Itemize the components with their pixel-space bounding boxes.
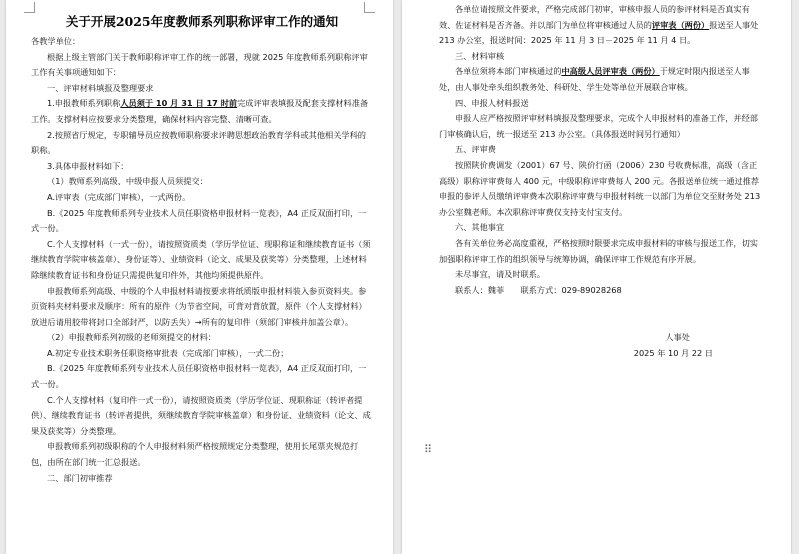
paragraph — [31, 34, 373, 50]
paragraph — [439, 64, 765, 95]
paragraph — [439, 267, 765, 283]
paragraph — [31, 81, 373, 97]
text-run: 二、部门初审推荐 — [47, 472, 113, 483]
text-run: 中高级人员评审表（两份） — [561, 66, 660, 77]
text-run: 申报人应严格按照评审材料填报及整理要求，完成个人申报材料的准备工作，并经部门审核确认后，统一报送至 213 办公室。（具体报送时间另行通知） — [439, 113, 758, 139]
text-run: C.个人支撑材料（一式一份），请按照资质类（学历学位证、现职称证和继续教育证书（须继续教育学院审核盖章）、身份证等）、业绩资料（论文、成果及获奖等）分类整理，上述材料除继续教育证书和身份证只需提供复印件外，其他均须提供原件。 — [31, 238, 371, 280]
paragraph — [31, 237, 373, 284]
page-left-body — [31, 34, 373, 486]
text-run: 评审表（两份） — [651, 19, 710, 30]
text-run: （1）教师系列高级、中级申报人员须提交： — [47, 176, 208, 187]
text-run: A.评审表（完成部门审核），一式两份。 — [47, 191, 191, 202]
signature-date: 2025 年 10 月 22 日 — [633, 347, 713, 358]
text-run: B.《2025 年度教师系列专业技术人员任职资格申报材料一览表》，A4 正反双面打印，一式一份。 — [31, 363, 367, 390]
paragraph — [439, 236, 765, 267]
paragraph — [439, 158, 765, 220]
document-page-left[interactable] — [6, 0, 393, 554]
paragraph — [439, 49, 765, 65]
text-run: 各教学单位： — [31, 36, 81, 46]
document-page-right[interactable] — [402, 0, 791, 554]
text-run: 按照陕价费调发（2001）67 号、陕价行函（2006）230 号收费标准，高级（含正高级）职称评审费每人 400 元，中级职称评审费每人 200 元。各报送单位统一通过推荐申报的参评人员缴纳评审费本次职称评审费与申报材料统一以部门为单位交至财务处 213 办公室魏老师。本次职称评审费仅支持支付宝支付。 — [439, 159, 761, 217]
text-run: 2.按照省厅规定，专职辅导员应按教师职称要求评聘思想政治教育学科或其他相关学科的职称。 — [31, 129, 366, 156]
text-run: 未尽事宜，请及时联系。 — [455, 269, 546, 280]
text-run: 1.申报教师系列职称 — [47, 98, 121, 109]
paragraph — [439, 142, 765, 158]
paragraph — [31, 284, 373, 331]
paragraph — [31, 346, 373, 362]
document-title: 关于开展2025年度教师系列职称评审工作的通知 — [65, 14, 339, 29]
paragraph — [439, 111, 765, 142]
paragraph — [31, 206, 373, 237]
text-run: 三、材料审核 — [455, 50, 505, 61]
paragraph — [31, 174, 373, 190]
text-run: 各单位请按照文件要求，严格完成部门初审，审核申报人员的参评材料是否真实有效、佐证材料是否齐备。并以部门为单位将审核通过人员的 — [439, 4, 750, 30]
paragraph — [31, 159, 373, 175]
text-run: 六、其他事宜 — [455, 222, 505, 233]
paragraph — [439, 96, 765, 112]
paragraph — [439, 220, 765, 236]
text-run: 联系人：魏菲 联系方式：029-89028268 — [455, 284, 622, 295]
text-run: 申报教师系列初级职称的个人申报材料须严格按照规定分类整理，使用长尾票夹规范打包，由所在部门统一汇总报送。 — [31, 441, 359, 468]
text-run: 申报教师系列高级、中级的个人申报材料请按要求将纸质版申报材料装入参页资料夹。参页资料夹材料要求及顺序：所有的原件（为节省空间，可背对背放置，原件（个人支撑材料）放进后请用胶带将封口全部封严，以防丢失）→所有的复印件（须部门审核并加盖公章）。 — [31, 285, 367, 327]
text-run: 五、评审费 — [455, 144, 496, 155]
text-run: B.《2025 年度教师系列专业技术人员任职资格申报材料一览表》，A4 正反双面打印，一式一份。 — [31, 207, 367, 234]
paragraph — [31, 190, 373, 206]
paragraph — [439, 2, 765, 49]
text-run: 一、评审材料填报及整理要求 — [47, 82, 154, 93]
paragraph — [31, 439, 373, 470]
text-run: 四、申报人材料报送 — [455, 97, 529, 108]
paragraph — [31, 96, 373, 127]
text-run: A.初定专业技术职务任职资格审批表（完成部门审核），一式二份； — [47, 347, 289, 358]
text-run: 人员须于 10 月 31 日 17 时前 — [120, 98, 238, 109]
paragraph — [439, 283, 765, 299]
page-right-body — [439, 2, 765, 298]
paragraph — [31, 393, 373, 440]
paragraph — [31, 361, 373, 392]
text-run: 报送至人事处 213 办公室，报送时间：2025 年 11 月 3 日－2025 年 11 月 4 日。 — [439, 19, 759, 46]
drag-handle-icon[interactable]: ⠿ — [424, 443, 433, 456]
signature-organization: 人事处 — [665, 332, 690, 343]
text-run: 3.具体申报材料如下： — [47, 160, 129, 171]
text-run: 于规定时限内报送至人事处，由人事处牵头组织教务处、科研处、学生处等单位开展联合审核。 — [439, 66, 750, 92]
paragraph — [31, 471, 373, 487]
text-run: 根据上级主管部门关于教师职称评审工作的统一部署，现就 2025 年度教师系列职称评审工作有关事项通知如下： — [31, 51, 368, 78]
page-right-content — [402, 2, 791, 361]
text-run: 完成评审表填报及配套支撑材料准备工作。支撑材料应按要求分类整理，确保材料内容完整、清晰可查。 — [31, 98, 369, 124]
text-run: （2）申报教师系列初级的老师须提交的材料： — [47, 332, 216, 343]
page-left-content — [6, 2, 393, 486]
paragraph — [31, 50, 373, 81]
text-run: 各有关单位务必高度重视，严格按照时限要求完成申报材料的审核与报送工作，切实加强职称评审工作的组织领导与统筹协调，确保评审工作规范有序开展。 — [439, 237, 758, 264]
text-run: 各单位须将本部门审核通过的 — [455, 66, 562, 77]
text-run: C.个人支撑材料（复印件一式一份），请按照资质类（学历学位证、现职称证（转评者提供）、继续教育证书（转评者提供，须继续教育学院审核盖章）和身份证、业绩资料（论文、成果及获奖等）分类整理。 — [31, 394, 371, 436]
paragraph — [31, 128, 373, 159]
paragraph — [31, 330, 373, 346]
